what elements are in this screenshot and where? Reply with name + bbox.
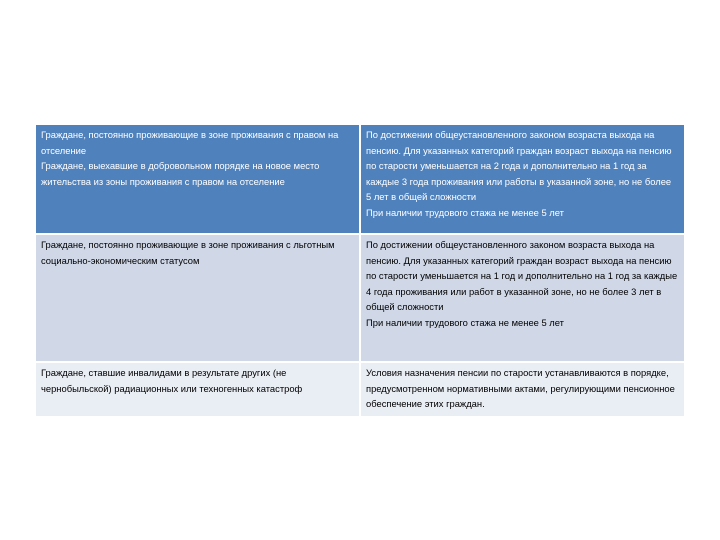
condition-cell [360, 125, 684, 234]
condition-text: При наличии трудового стажа не менее 5 лет [366, 316, 564, 328]
condition-text: При наличии трудового стажа не менее 5 лет [366, 206, 564, 218]
pension-conditions-table [36, 125, 684, 416]
condition-cell [360, 234, 684, 362]
category-text: Граждане, выехавшие в добровольном порядке на новое место жительства из зоны проживания с правом на отселение [41, 160, 320, 187]
condition-text: По достижении общеустановленного законом возраста выхода на пенсию. Для указанных категорий граждан возраст выхода на пенсию по старости уменьшается на 2 года и дополнительно на 1 год за каждые 3 года проживания или работы в указанной зоне, но не более 5 лет в общей сложности [366, 129, 672, 202]
category-cell [36, 125, 360, 234]
condition-text: Условия назначения пенсии по старости устанавливаются в порядке, предусмотренном нормативными актами, регулирующими пенсионное обеспечение этих граждан. [366, 367, 675, 409]
condition-text: По достижении общеустановленного законом возраста выхода на пенсию. Для указанных категорий граждан возраст выхода на пенсию по старости уменьшается на 1 год и дополнительно на 1 год за каждые 4 года проживания или работ в указанной зоне, но не более 3 лет в общей сложности [366, 239, 678, 312]
table-row [36, 125, 684, 234]
category-text: Граждане, постоянно проживающие в зоне проживания с льготным социально-экономическим статусом [41, 239, 335, 266]
category-text: Граждане, постоянно проживающие в зоне проживания с правом на отселение [41, 129, 339, 156]
table-row [36, 234, 684, 362]
category-cell [36, 362, 360, 416]
category-text: Граждане, ставшие инвалидами в результате других (не чернобыльской) радиационных или техногенных катастроф [41, 367, 303, 394]
category-cell [36, 234, 360, 362]
table-row [36, 362, 684, 416]
condition-cell [360, 362, 684, 416]
